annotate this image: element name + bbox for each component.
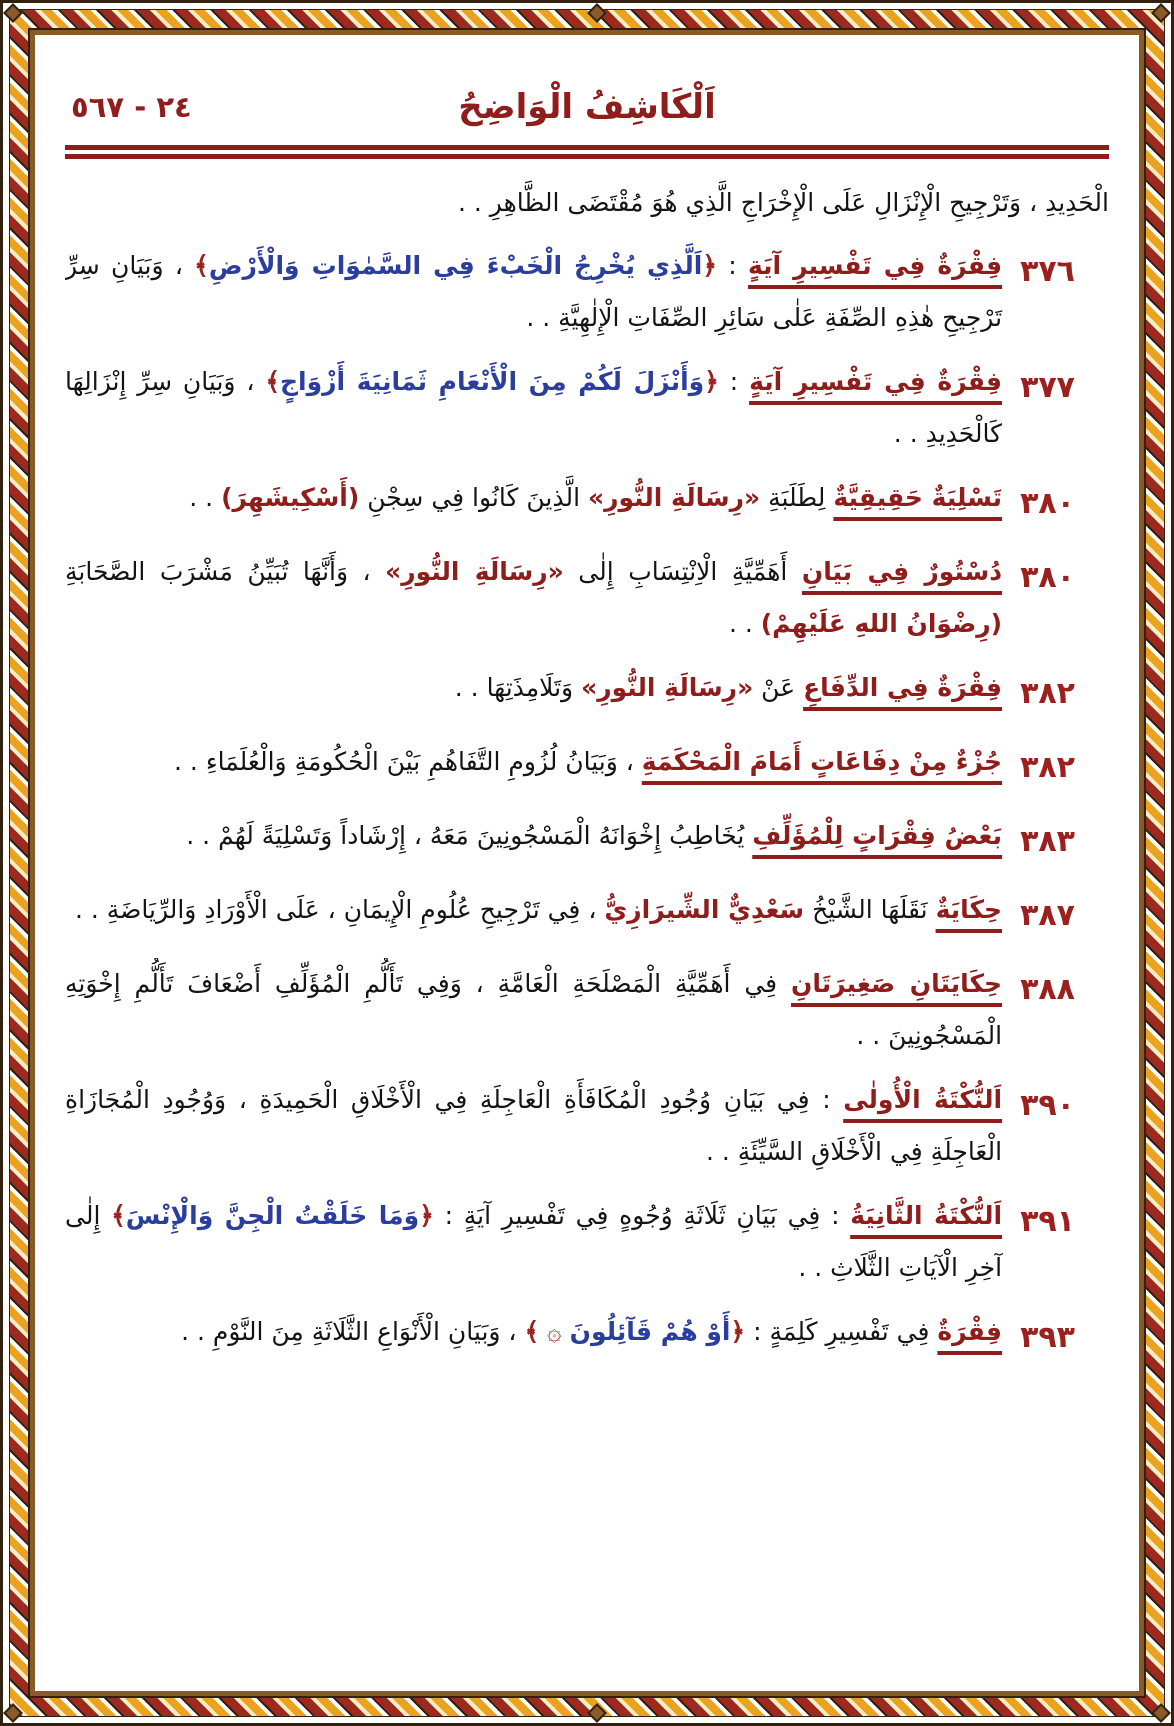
page-header: [65, 75, 1109, 139]
toc-entry: [65, 356, 1109, 461]
quran-quote: أَوْ هُمْ قَآئِلُونَ: [569, 1316, 731, 1346]
quran-quote: اَلَّذِي يُخْرِجُ الْخَبْءَ فِي السَّمٰوَاتِ وَالْأَرْضِ: [208, 250, 703, 280]
entry-heading: حِكَايَتَانِ صَغِيرَتَانِ: [791, 968, 1003, 998]
entry-heading: تَسْلِيَةٌ حَقِيقِيَّةٌ: [833, 482, 1003, 512]
toc-entry: [65, 736, 1109, 799]
quran-bracket: ﴾: [194, 250, 209, 280]
ornamental-chain-border: [9, 9, 1165, 1717]
entry-heading: فِقْرَةٌ: [937, 1316, 1003, 1346]
entry-text: نَقَلَهَا الشَّيْخُ: [804, 894, 936, 924]
page-title: اَلْكَاشِفُ الْوَاضِحُ: [458, 87, 716, 127]
entry-highlight: (رِضْوَانُ اللهِ عَلَيْهِمْ): [760, 609, 1003, 638]
entry-number: ٣٨٨: [1020, 971, 1075, 1007]
toc-entry: [65, 546, 1109, 651]
entry-text: ، وَبَيَانُ لُزُومِ التَّفَاهُمِ بَيْنَ الْحُكُومَةِ وَالْعُلَمَاءِ . .: [174, 746, 642, 776]
toc-entry: [65, 662, 1109, 725]
entry-number: ٣٨٣: [1020, 823, 1075, 859]
entry-text: لِطَلَبَةِ: [760, 482, 834, 512]
entry-text: وَتَلَامِذَتِهَا . .: [454, 672, 582, 702]
entry-number: ٣٨٢: [1020, 675, 1075, 711]
entry-text: : فِي بَيَانِ وُجُودِ الْمُكَافَأَةِ الْعَاجِلَةِ فِي الْأَخْلَاقِ الْحَمِيدَةِ ، وَوُجُودِ الْمُجَازَاةِ الْعَاجِلَةِ فِي الْأَخْلَاقِ السَّيِّئَةِ . .: [65, 1084, 1003, 1166]
entry-number: ٣٨٧: [1020, 897, 1075, 933]
entry-heading: بَعْضُ فِقْرَاتٍ لِلْمُؤَلِّفِ: [752, 820, 1003, 850]
entry-number: ٣٩٠: [1020, 1087, 1075, 1123]
entry-text: ، وَبَيَانِ سِرِّ تَرْجِيحِ هٰذِهِ الصِّفَةِ عَلٰى سَائِرِ الصِّفَاتِ الْإِلٰهِيَّةِ . .: [65, 250, 1003, 332]
entry-text: : فِي بَيَانِ ثَلَاثَةِ وُجُوهٍ فِي تَفْسِيرِ آيَةٍ :: [433, 1200, 851, 1230]
entry-highlight: «رِسَالَةِ النُّورِ»: [587, 482, 761, 512]
quran-bracket: ﴿: [704, 366, 719, 396]
entry-text: عَنْ: [753, 672, 804, 702]
quran-bracket: ﴿: [730, 1316, 746, 1346]
entry-text: ، وَبَيَانِ سِرِّ إِنْزَالِهَا كَالْحَدِيدِ . .: [65, 366, 1003, 448]
entry-number: ٣٨٢: [1020, 749, 1075, 785]
entry-text: يُخَاطِبُ إِخْوَانَهُ الْمَسْجُونِينَ مَعَهُ ، إِرْشَاداً وَتَسْلِيَةً لَهُمْ . .: [186, 820, 753, 850]
ayah-rosette-icon: ۞: [539, 1316, 570, 1346]
corner-ornament: [3, 1703, 23, 1723]
entry-heading: فِقْرَةٌ فِي تَفْسِيرِ آيَةٍ: [749, 366, 1003, 396]
page-reference-number: ٢٤ - ٥٦٧: [71, 90, 192, 124]
entry-heading: دُسْتُورٌ فِي بَيَانِ: [801, 556, 1003, 586]
entry-heading: اَلنُّكْتَةُ الثَّانِيَةُ: [850, 1200, 1003, 1230]
entry-number: ٣٨٠: [1020, 559, 1075, 595]
entry-number: ٣٧٦: [1020, 253, 1075, 289]
entry-number: ٣٨٠: [1020, 485, 1075, 521]
toc-entry: [65, 472, 1109, 535]
entry-highlight: «رِسَالَةِ النُّورِ»: [385, 556, 564, 586]
entry-text: ، فِي تَرْجِيحِ عُلُومِ الْإِيمَانِ ، عَلَى الْأَوْرَادِ وَالرِّيَاضَةِ . .: [74, 894, 605, 924]
toc-entry: [65, 1190, 1109, 1295]
entry-text: فِي أَهَمِّيَّةِ الْمَصْلَحَةِ الْعَامَّةِ ، وَفِي تَأَلُّمِ الْمُؤَلِّفِ أَضْعَافَ تَأَلُّمِ إِخْوَتِهِ الْمَسْجُونِينَ . .: [65, 968, 1003, 1050]
entry-heading: اَلنُّكْتَةُ الْأُولٰى: [843, 1084, 1003, 1114]
entry-text: :: [718, 366, 750, 396]
entry-highlight: (أَسْكِيشَهِرَ): [221, 482, 360, 512]
entry-text: . .: [728, 609, 761, 638]
header-double-rule: [65, 145, 1109, 159]
entry-highlight: سَعْدِيٌّ الشِّيرَازِيُّ: [604, 894, 805, 924]
entry-text: . .: [189, 482, 222, 512]
toc-entry: [65, 884, 1109, 947]
quran-bracket: ﴿: [702, 250, 718, 280]
toc-entry: [65, 240, 1109, 345]
entry-text: ، وَأَنَّهَا تُبَيِّنُ مَشْرَبَ الصَّحَابَةِ: [65, 556, 386, 586]
quran-bracket: ﴾: [265, 366, 280, 396]
quran-quote: وَأَنْزَلَ لَكُمْ مِنَ الْأَنْعَامِ ثَمَانِيَةَ أَزْوَاجٍ: [279, 366, 705, 396]
entry-heading: فِقْرَةٌ فِي تَفْسِيرِ آيَةٍ: [747, 250, 1003, 280]
entry-heading: جُزْءٌ مِنْ دِفَاعَاتٍ أَمَامَ الْمَحْكَمَةِ: [641, 746, 1003, 776]
page-content: [35, 35, 1139, 1691]
corner-ornament: [3, 3, 23, 23]
quran-bracket: ﴾: [111, 1200, 126, 1230]
top-center-ornament: [587, 3, 607, 23]
intro-continuation-line: الْحَدِيدِ ، وَتَرْجِيحِ الْإِنْزَالِ عَلَى الْإِخْرَاجِ الَّذِي هُوَ مُقْتَضَى الظَّاهِرِ . .: [458, 188, 1109, 217]
toc-entry: [65, 958, 1109, 1063]
quran-bracket: ﴿: [419, 1200, 434, 1230]
entry-number: ٣٧٧: [1020, 369, 1075, 405]
bottom-center-ornament: [587, 1703, 607, 1723]
corner-ornament: [1151, 1703, 1171, 1723]
toc-entries: [65, 240, 1109, 1369]
quran-bracket: ﴾: [524, 1316, 540, 1346]
entry-text: :: [717, 250, 748, 280]
entry-highlight: «رِسَالَةِ النُّورِ»: [581, 672, 754, 702]
corner-ornament: [1151, 3, 1171, 23]
entry-heading: حِكَايَةٌ: [935, 894, 1003, 924]
quran-quote: وَمَا خَلَقْتُ الْجِنَّ وَالْإِنْسَ: [125, 1200, 420, 1230]
entry-text: ، وَبَيَانِ الْأَنْوَاعِ الثَّلَاثَةِ مِنَ النَّوْمِ . .: [181, 1316, 525, 1346]
entry-number: ٣٩٣: [1020, 1319, 1075, 1355]
toc-entry: [65, 810, 1109, 873]
page-border-inner: [30, 30, 1144, 1696]
entry-text: إِلٰى آخِرِ الْآيَاتِ الثَّلَاثِ . .: [65, 1200, 1003, 1282]
entry-text: فِي تَفْسِيرِ كَلِمَةٍ :: [745, 1316, 938, 1346]
entry-text: أَهَمِّيَّةِ الْاِنْتِسَابِ إِلٰى: [563, 556, 802, 586]
toc-entry: [65, 1306, 1109, 1369]
entry-number: ٣٩١: [1020, 1203, 1075, 1239]
entry-text: الَّذِينَ كَانُوا فِي سِجْنِ: [359, 482, 588, 512]
toc-entry: [65, 1074, 1109, 1179]
entry-heading: فِقْرَةٌ فِي الدِّفَاعِ: [803, 672, 1003, 702]
